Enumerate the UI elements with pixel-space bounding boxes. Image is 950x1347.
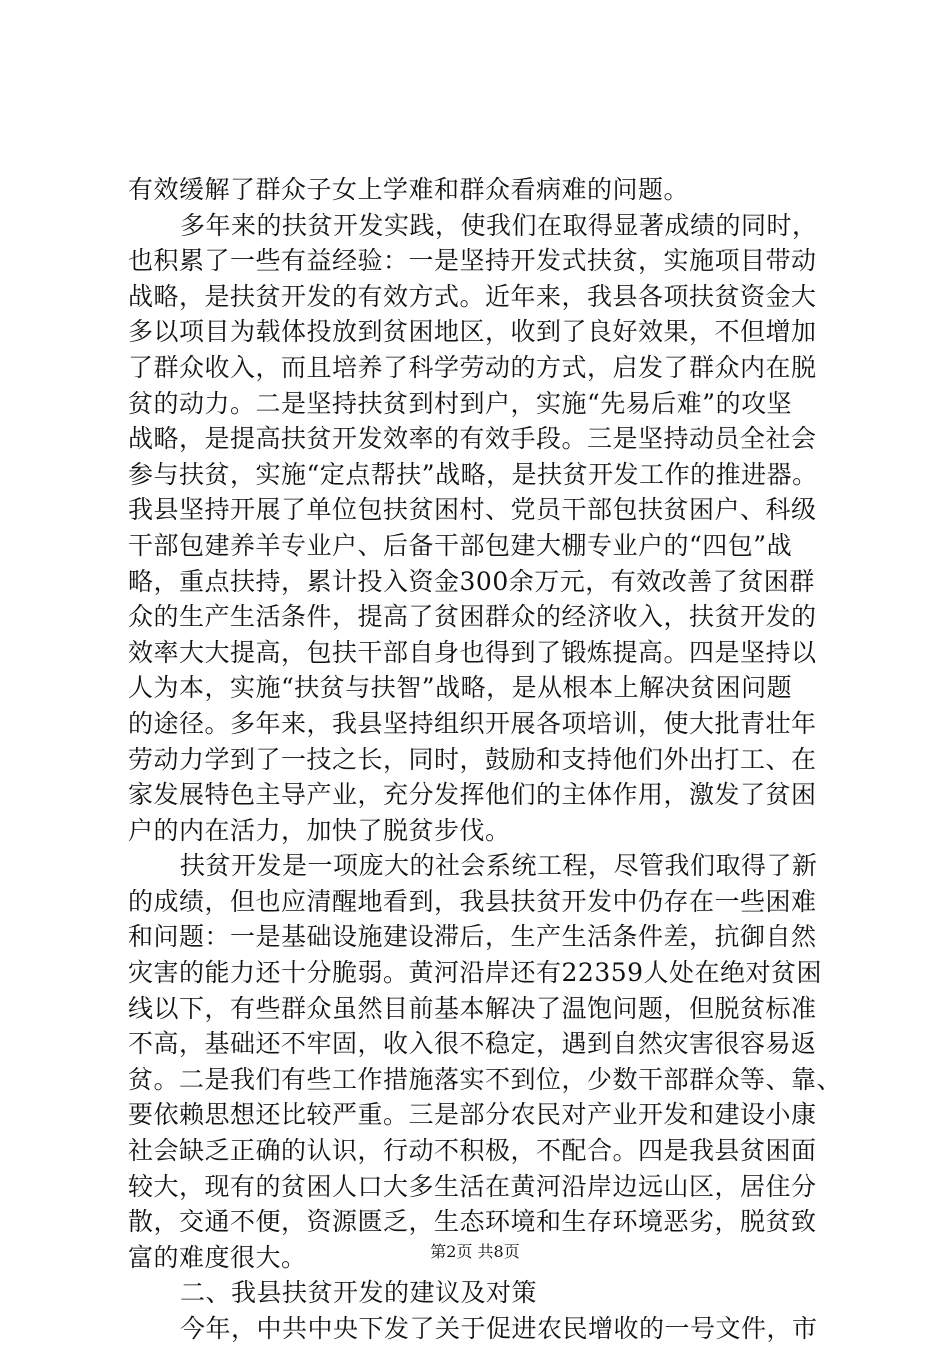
text-line: 略，重点扶持，累计投入资金300余万元，有效改善了贫困群 (128, 566, 815, 596)
text-line: 效率大大提高，包扶干部自身也得到了锻炼提高。四是坚持以 (128, 637, 817, 667)
text-line: 战略，是提高扶贫开发效率的有效手段。三是坚持动员全社会 (128, 424, 817, 454)
text-line: 的途径。多年来，我县坚持组织开展各项培训，使大批青壮年 (128, 708, 817, 738)
text-line: 贫。二是我们有些工作措施落实不到位，少数干部群众等、靠、 (128, 1064, 843, 1094)
text-line: 有效缓解了群众子女上学难和群众看病难的问题。 (128, 175, 690, 204)
text-line: 富的难度很大。 (128, 1242, 307, 1272)
text-line: 我县坚持开展了单位包扶贫困村、党员干部包扶贫困户、科级 (128, 495, 817, 525)
text-line: 众的生产生活条件，提高了贫困群众的经济收入，扶贫开发的 (128, 602, 817, 632)
text-line: 户的内在活力，加快了脱贫步伐。 (128, 815, 511, 845)
text-line: 散，交通不便，资源匮乏，生态环境和生存环境恶劣，脱贫致 (128, 1207, 817, 1237)
text-line: 和问题：一是基础设施建设滞后，生产生活条件差，抗御自然 (128, 922, 817, 952)
text-line: 线以下，有些群众虽然目前基本解决了温饱问题，但脱贫标准 (128, 993, 817, 1023)
text-line: 较大，现有的贫困人口大多生活在黄河沿岸边远山区，居住分 (128, 1171, 817, 1201)
text-line: 灾害的能力还十分脆弱。黄河沿岸还有22359人处在绝对贫困 (128, 958, 823, 988)
text-line: 多以项目为载体投放到贫困地区，收到了良好效果，不但增加 (128, 317, 817, 347)
text-line: 也积累了一些有益经验：一是坚持开发式扶贫，实施项目带动 (128, 246, 817, 276)
text-line: 参与扶贫，实施“定点帮扶”战略，是扶贫开发工作的推进器。 (128, 459, 818, 489)
text-line: 干部包建养羊专业户、后备干部包建大棚专业户的“四包”战 (128, 530, 793, 560)
paragraph-first-line: 今年，中共中央下发了关于促进农民增收的一号文件，市 (180, 1314, 818, 1343)
text-line: 了群众收入，而且培养了科学劳动的方式，启发了群众内在脱 (128, 352, 817, 382)
paragraph-first-line: 扶贫开发是一项庞大的社会系统工程，尽管我们取得了新 (180, 851, 818, 881)
paragraph-first-line: 二、我县扶贫开发的建议及对策 (180, 1278, 538, 1308)
text-line: 劳动力学到了一技之长，同时，鼓励和支持他们外出打工、在 (128, 744, 817, 774)
text-line: 家发展特色主导产业，充分发挥他们的主体作用，激发了贫困 (128, 780, 817, 810)
text-line: 战略，是扶贫开发的有效方式。近年来，我县各项扶贫资金大 (128, 281, 817, 311)
text-line: 人为本，实施“扶贫与扶智”战略，是从根本上解决贫困问题 (128, 673, 793, 703)
text-line: 要依赖思想还比较严重。三是部分农民对产业开发和建设小康 (128, 1100, 817, 1130)
text-line: 贫的动力。二是坚持扶贫到村到户，实施“先易后难”的攻坚 (128, 388, 793, 418)
page-footer: 第2页 共8页 (430, 1242, 520, 1261)
paragraph-first-line: 多年来的扶贫开发实践，使我们在取得显著成绩的同时， (180, 210, 818, 240)
text-line: 不高，基础还不牢固，收入很不稳定，遇到自然灾害很容易返 (128, 1029, 817, 1059)
text-line: 的成绩，但也应清醒地看到，我县扶贫开发中仍存在一些困难 (128, 886, 817, 916)
document-body (128, 172, 843, 1347)
text-line: 社会缺乏正确的认识，行动不积极，不配合。四是我县贫困面 (128, 1136, 817, 1166)
